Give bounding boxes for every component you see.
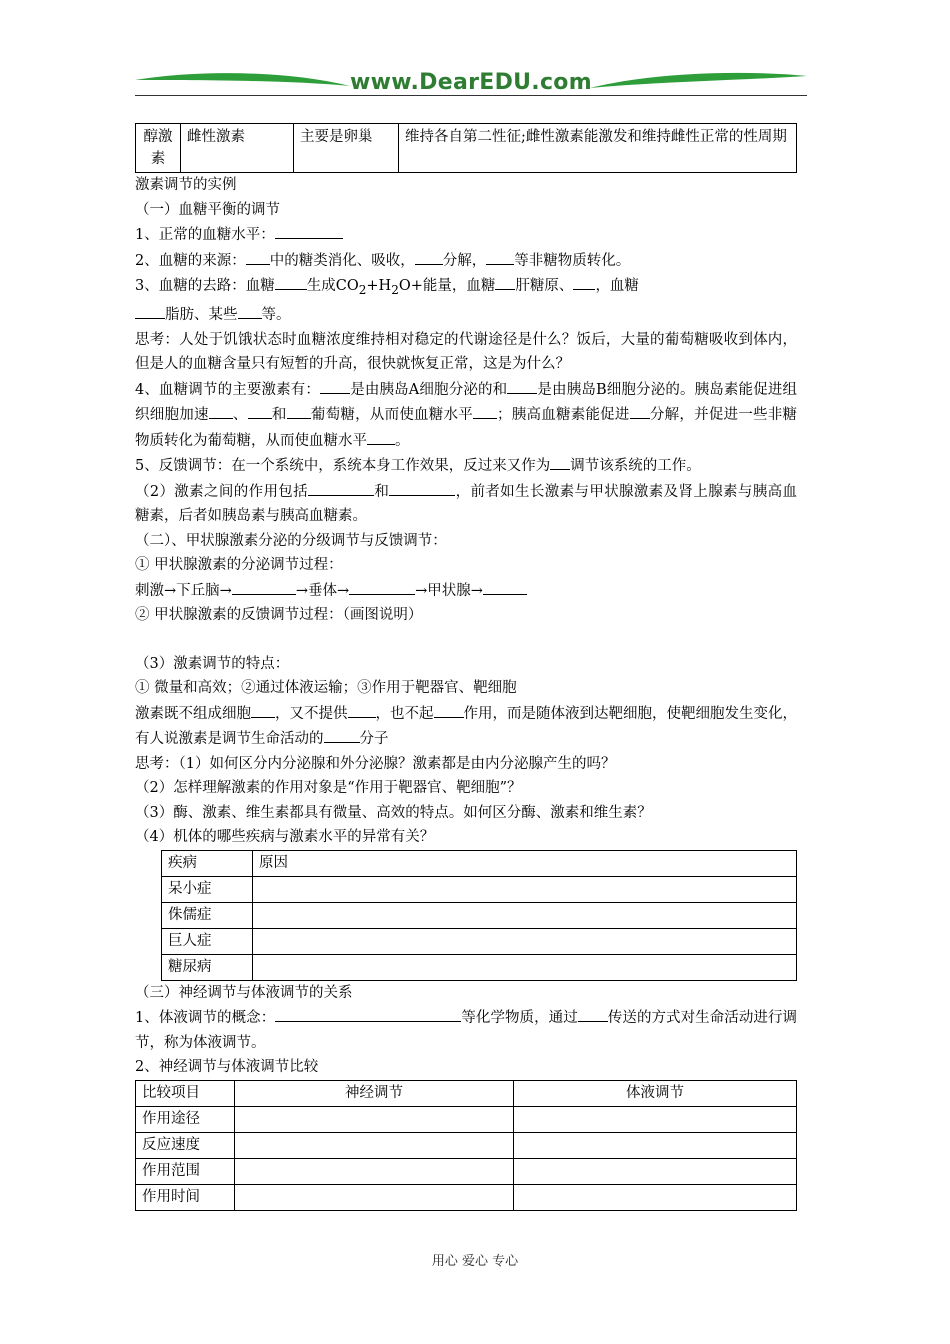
answer-blank[interactable] [507, 377, 537, 394]
answer-blank[interactable] [320, 377, 350, 394]
answer-blank[interactable] [135, 302, 165, 319]
subsection-title: （三）神经调节与体液调节的关系 [135, 984, 353, 1001]
table-cell-empty[interactable] [253, 902, 797, 928]
site-header-logo [135, 62, 807, 102]
answer-blank[interactable] [473, 402, 497, 419]
answer-blank[interactable] [275, 1005, 461, 1022]
table-cell: 作用途径 [136, 1106, 235, 1132]
table-header-cell: 疾病 [162, 850, 253, 876]
drawing-space [135, 628, 797, 652]
answer-blank[interactable] [251, 701, 275, 718]
table-cell-empty[interactable] [235, 1158, 514, 1184]
answer-blank[interactable] [324, 726, 360, 743]
comparison-table [135, 1080, 797, 1211]
table-cell: 维持各自第二性征;雌性激素能激发和维持雌性正常的性周期 [399, 124, 797, 173]
question-paragraph: 1、体液调节的概念： 等化学物质，通过 传送的方式对生命活动进行调节，称为体液调节。 [135, 1005, 797, 1055]
table-row [162, 876, 797, 902]
table-row [136, 1184, 797, 1210]
answer-blank[interactable] [483, 578, 527, 595]
subsection-title: 2、神经调节与体液调节比较 [135, 1059, 319, 1076]
question-paragraph: 激素既不组成细胞 ，又不提供 ，也不起 作用，而是随体液到达靶细胞，使靶细胞发生变化，有人说激素是调节生命活动的 分子 [135, 701, 797, 752]
text-line: ② 甲状腺激素的反馈调节过程：（画图说明） [135, 607, 423, 624]
process-chain: 刺激→下丘脑→ →垂体→ →甲状腺→ [135, 578, 797, 604]
think-question: 思考：（1）如何区分内分泌腺和外分泌腺？激素都是由内分泌腺产生的吗？ [135, 755, 616, 772]
subsection-title: （一）血糖平衡的调节 [135, 201, 280, 218]
question-line: 1、正常的血糖水平： [135, 222, 797, 248]
table-cell-empty[interactable] [514, 1132, 797, 1158]
answer-blank[interactable] [389, 479, 455, 496]
table-cell-empty[interactable] [514, 1184, 797, 1210]
table-cell: 巨人症 [162, 928, 253, 954]
question-paragraph: 4、血糖调节的主要激素有： 是由胰岛A细胞分泌的和 是由胰岛B细胞分泌的。胰岛素能促进组织细胞加速 、 和 葡萄糖，从而使血糖水平 ；胰高血糖素能促进 分解，并促进一些非糖物质转化为葡萄糖，从而使血糖水平 。 [135, 377, 797, 454]
table-row [162, 850, 797, 876]
table-row [136, 1132, 797, 1158]
table-row [162, 928, 797, 954]
answer-blank[interactable] [495, 273, 515, 290]
think-question: （2）怎样理解激素的作用对象是“作用于靶器官、靶细胞”？ [135, 780, 522, 797]
answer-blank[interactable] [248, 402, 272, 419]
table-cell-empty[interactable] [253, 876, 797, 902]
answer-blank[interactable] [550, 453, 570, 470]
table-header-cell: 比较项目 [136, 1080, 235, 1106]
subsection-title: （3）激素调节的特点： [135, 655, 290, 672]
header-rule [135, 95, 807, 96]
think-question: （4）机体的哪些疾病与激素水平的异常有关？ [135, 829, 435, 846]
table-cell-empty[interactable] [514, 1106, 797, 1132]
table-cell: 呆小症 [162, 876, 253, 902]
table-header-cell: 神经调节 [235, 1080, 514, 1106]
section-title: 激素调节的实例 [135, 177, 237, 193]
answer-blank[interactable] [275, 222, 343, 239]
table-cell: 糖尿病 [162, 954, 253, 980]
think-question: （3）酶、激素、维生素都具有微量、高效的特点。如何区分酶、激素和维生素？ [135, 804, 652, 821]
table-row [162, 954, 797, 980]
answer-blank[interactable] [238, 302, 262, 319]
question-paragraph: （2）激素之间的作用包括 和 ，前者如生长激素与甲状腺激素及肾上腺素与胰高血糖素，后者如胰岛素与胰高血糖素。 [135, 479, 797, 529]
table-cell-empty[interactable] [235, 1106, 514, 1132]
table-cell: 侏儒症 [162, 902, 253, 928]
table-row [136, 124, 797, 173]
answer-blank[interactable] [573, 273, 595, 290]
text-line: ① 微量和高效；②通过体液运输；③作用于靶器官、靶细胞 [135, 680, 517, 697]
table-cell-empty[interactable] [235, 1132, 514, 1158]
document-body [135, 123, 797, 1211]
answer-blank[interactable] [415, 248, 443, 265]
question-line: 3、血糖的去路：血糖 生成$CO_2+H_2O+$能量，血糖 肝糖原、 ，血糖 [135, 273, 797, 302]
answer-blank[interactable] [275, 273, 307, 290]
table-cell: 醇激素 [136, 124, 181, 173]
disease-table [161, 850, 797, 981]
table-cell: 雌性激素 [181, 124, 294, 173]
answer-blank[interactable] [246, 248, 270, 265]
site-logo-text: www.DearEDU.com [350, 70, 592, 95]
table-cell: 作用时间 [136, 1184, 235, 1210]
table-cell: 反应速度 [136, 1132, 235, 1158]
table-cell: 作用范围 [136, 1158, 235, 1184]
table-cell-empty[interactable] [253, 954, 797, 980]
table-row [136, 1106, 797, 1132]
question-line: 2、血糖的来源： 中的糖类消化、吸收， 分解， 等非糖物质转化。 [135, 248, 797, 274]
table-cell: 主要是卵巢 [294, 124, 399, 173]
answer-blank[interactable] [367, 428, 395, 445]
answer-blank[interactable] [308, 479, 374, 496]
table-header-cell: 体液调节 [514, 1080, 797, 1106]
text-line: ① 甲状腺激素的分泌调节过程： [135, 557, 343, 574]
table-cell-empty[interactable] [235, 1184, 514, 1210]
table-cell-empty[interactable] [514, 1158, 797, 1184]
subsection-title: （二）、甲状腺激素分泌的分级调节与反馈调节： [135, 532, 447, 549]
answer-blank[interactable] [434, 701, 464, 718]
table-row [162, 902, 797, 928]
page-footer: 用心 爱心 专心 [431, 1254, 519, 1269]
answer-blank[interactable] [630, 402, 650, 419]
hormone-table [135, 123, 797, 173]
table-row [136, 1158, 797, 1184]
answer-blank[interactable] [287, 402, 311, 419]
answer-blank[interactable] [232, 578, 296, 595]
table-row [136, 1080, 797, 1106]
table-cell-empty[interactable] [253, 928, 797, 954]
answer-blank[interactable] [349, 578, 415, 595]
question-line: 脂肪、某些 等。 [135, 302, 797, 328]
answer-blank[interactable] [486, 248, 514, 265]
answer-blank[interactable] [348, 701, 376, 718]
answer-blank[interactable] [578, 1005, 608, 1022]
table-header-cell: 原因 [253, 850, 797, 876]
question-line: 5、反馈调节：在一个系统中，系统本身工作效果，反过来又作为 调节该系统的工作。 [135, 453, 797, 479]
think-paragraph: 思考：人处于饥饿状态时血糖浓度维持相对稳定的代谢途径是什么？饭后，大量的葡萄糖吸收到体内，但是人的血糖含量只有短暂的升高，很快就恢复正常，这是为什么？ [135, 331, 797, 373]
answer-blank[interactable] [209, 402, 233, 419]
